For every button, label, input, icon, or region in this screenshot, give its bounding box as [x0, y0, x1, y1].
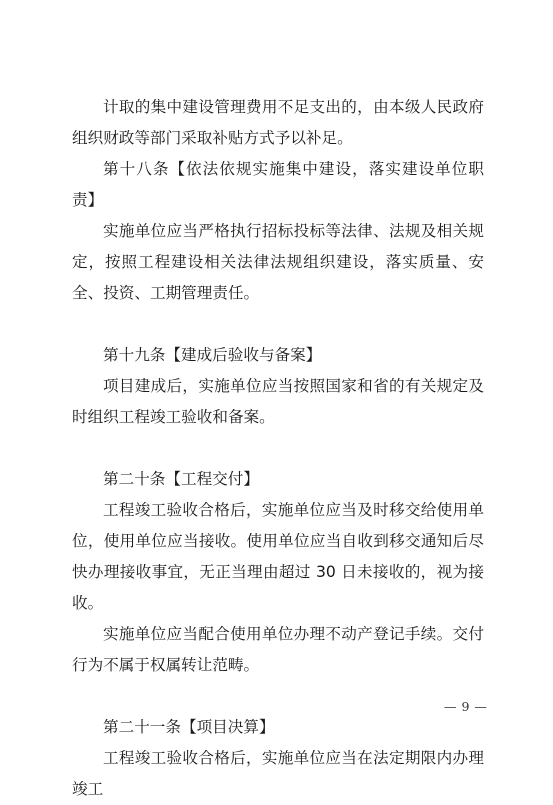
article-20-heading: 第二十条【工程交付】	[103, 470, 259, 488]
article-20-body-2: 实施单位应当配合使用单位办理不动产登记手续。交付行为不属于权属转让范畴。	[72, 625, 484, 674]
article-19-heading: 第十九条【建成后验收与备案】	[103, 346, 322, 364]
article-20-body-1: 工程竣工验收合格后，实施单位应当及时移交给使用单位，使用单位应当接收。使用单位应当自收到移交通知后尽快办理接收事宜，无正当理由超过 30 日未接收的，视为接收。	[72, 501, 484, 612]
article-19-body: 项目建成后，实施单位应当按照国家和省的有关规定及时组织工程竣工验收和备案。	[72, 377, 484, 426]
article-18-heading: 第十八条【依法依规实施集中建设，落实建设单位职责】	[72, 160, 484, 209]
article-21-body: 工程竣工验收合格后，实施单位应当在法定期限内办理竣工	[72, 749, 484, 798]
spacer	[72, 681, 484, 712]
spacer	[72, 309, 484, 340]
article-21-heading: 第二十一条【项目决算】	[103, 718, 275, 736]
article-18-body: 实施单位应当严格执行招标投标等法律、法规及相关规定，按照工程建设相关法律法规组织建设，落实质量、安全、投资、工期管理责任。	[72, 222, 484, 302]
spacer	[72, 433, 484, 464]
paragraph-continuation: 计取的集中建设管理费用不足支出的，由本级人民政府组织财政等部门采取补贴方式予以补足。	[72, 98, 484, 147]
document-body	[72, 92, 484, 805]
page-number: — 9 —	[444, 699, 488, 714]
